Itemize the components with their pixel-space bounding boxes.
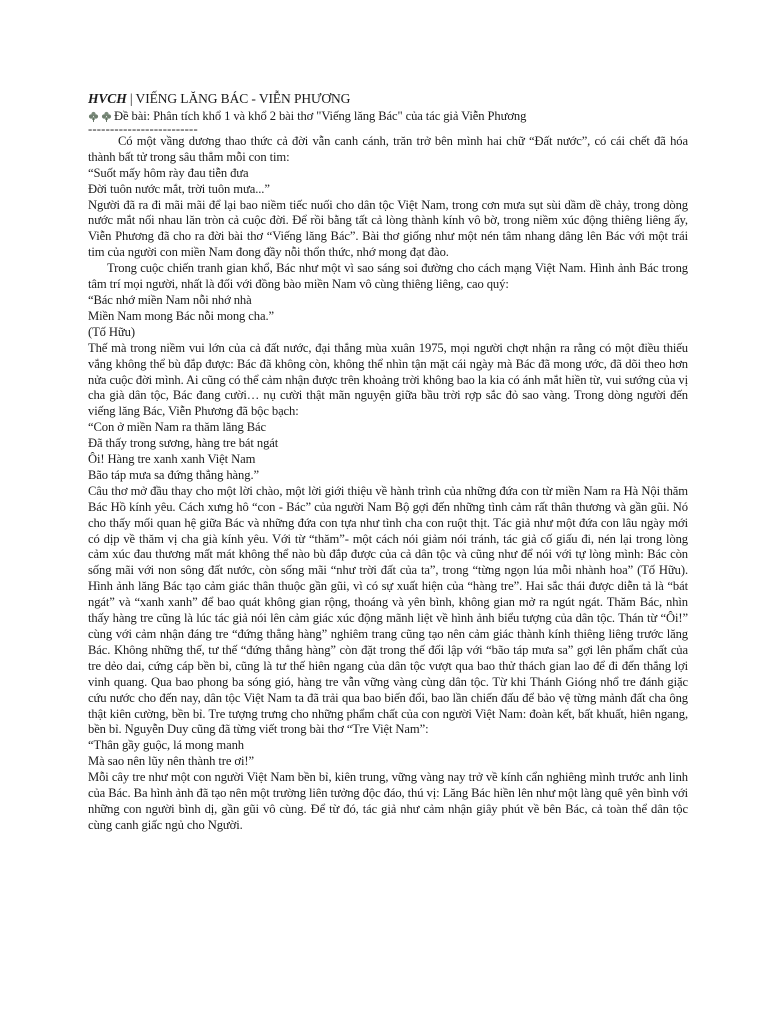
quote-line: “Con ở miền Nam ra thăm lăng Bác [88, 420, 266, 435]
prompt-text: Đề bài: Phân tích khổ 1 và khổ 2 bài thơ "Viếng lăng Bác" của tác giả Viễn Phương [114, 109, 527, 123]
clover-icon [101, 111, 112, 122]
separator-line: ------------------------- [88, 121, 198, 136]
document-page [88, 90, 688, 834]
quote-line: Mà sao nên lũy nên thành tre ơi!” [88, 754, 254, 769]
quote-block [88, 420, 688, 484]
quote-line: Đã thấy trong sương, hàng tre bát ngát [88, 436, 279, 451]
paragraph-intro: Có một vầng dương thao thức cả đời vẫn canh cánh, trăn trở bên mình hai chữ “Đất nước”, có cái chết đã hóa thành bất tử trong sâu thẳm mỗi con tim: [88, 133, 688, 164]
quote-attribution: (Tố Hữu) [88, 324, 135, 339]
quote-line: “Thân gầy guộc, lá mong manh [88, 738, 244, 753]
paragraph: Mỗi cây tre như một con người Việt Nam bền bỉ, kiên trung, vững vàng nay trở về kính cẩn nghiêng mình trước anh linh của Bác. Ba hình ảnh đã tạo nên một trường liên tưởng độc đáo, thú vị: Lăng Bác hiền lên như một làng quê yên bình với những con người bình dị, gần gũi vô cùng. Để từ đó, tác giả như cảm nhận giây phút về bên Bác, cả toàn thể dân tộc cùng canh giấc ngủ cho Người. [88, 770, 688, 832]
quote-line: Ôi! Hàng tre xanh xanh Việt Nam [88, 452, 256, 467]
site-name: HVCH [88, 91, 127, 106]
quote-block [88, 166, 688, 198]
paragraph: Thế mà trong niềm vui lớn của cả đất nước, đại thắng mùa xuân 1975, mọi người chợt nhận ra rằng có một điều thiếu vắng không thể bù đắp được: Bác đã không còn, không thể nhìn tận mặt cái ngày mà Bác đã mong ước, đã dõi theo hơn nửa cuộc đời mình. Ai cũng có thể cảm nhận được trên khoảng trời không bao la kia có ánh mắt hiền từ, vui sướng của vị cha già dân tộc, Bác đang cười… nụ cười thật mãn nguyện giữa bầu trời rợp sắc đỏ sao vàng. Trong dòng người đến viếng lăng Bác, Viễn Phương đã bộc bạch: [88, 340, 688, 419]
clover-icon [88, 111, 99, 122]
paragraph: Trong cuộc chiến tranh gian khổ, Bác như một vì sao sáng soi đường cho cách mạng Việt Nam. Hình ảnh Bác trong tâm trí mọi người, nhất là đối với đồng bào miền Nam vô cùng thiêng liêng, cao quý: [88, 261, 688, 292]
quote-line: Bão táp mưa sa đứng thẳng hàng.” [88, 467, 259, 482]
title-divider: | [126, 91, 136, 106]
poem-title: VIẾNG LĂNG BÁC - VIỄN PHƯƠNG [135, 91, 351, 106]
quote-block [88, 293, 688, 341]
page-title [88, 90, 688, 107]
quote-line: Đời tuôn nước mắt, trời tuôn mưa...” [88, 181, 270, 196]
quote-block [88, 738, 688, 770]
paragraph: Câu thơ mở đầu thay cho một lời chào, một lời giới thiệu về hành trình của những đứa con từ miền Nam ra Hà Nội thăm Bác Hồ kính yêu. Cách xưng hô “con - Bác” của người Nam Bộ gợi đến những tình cảm rất thân thương và gần gũi. Nó cho thấy mối quan hệ giữa Bác và những đứa con tựa như tình cha con ruột thịt. Tác giả như một đứa con lâu ngày mới có dịp về thăm vị cha già kính yêu. Với từ “thăm”- một cách nói giảm nói tránh, tác giả cố giấu đi, nén lại trong lòng cảm xúc đau thương mất mát không thể nào bù đắp được của cả dân tộc và cũng như để nói với tự lòng mình: Bác còn sống mãi với non sông đất nước, còn sống mãi “như trời đất của ta”, trong “từng ngọn lúa mỗi nhành hoa” (Tố Hữu). Hình ảnh lăng Bác tạo cảm giác thân thuộc gần gũi, vì có sự xuất hiện của “hàng tre”. Hai sắc thái được diễn tả là “bát ngát” và “xanh xanh” để bao quát không gian rộng, thoáng và yên bình, không gian mở ra ngút ngát. Thăm Bác, nhìn thấy hàng tre cũng là lúc tác giả nói lên cảm giác xúc động mãnh liệt về hình ảnh biểu tượng của dân tộc. Thán từ “Ôi!” cùng với cảm nhận đáng tre “đứng thẳng hàng” nghiêm trang cũng tạo nên cảm giác thành kính thiêng liêng trước lăng Bác. Không những thế, tư thế “đứng thẳng hàng” còn đặt trong thế đối lập với “bão táp mưa sa” gợi lên phẩm chất của tre dẻo dai, cứng cáp bền bỉ, cũng là tư thế hiên ngang của dân tộc vượt qua bao thử thách gian lao để đi đến thắng lợi vinh quang. Qua bao phong ba sóng gió, hàng tre vẫn vững vàng cùng dân tộc. Từ khi Thánh Gióng nhổ tre đánh giặc cứu nước cho đến nay, dân tộc Việt Nam ta đã trải qua bao biến đổi, bao lần chiến đấu để bảo vệ từng mảnh đất cha ông thật kiên cường, bền bỉ. Tre tượng trưng cho những phẩm chất của con người Việt Nam: đoàn kết, bất khuất, hiên ngang, bền bỉ. Nguyễn Duy cũng đã từng viết trong bài thơ “Tre Việt Nam”: [88, 483, 688, 737]
quote-line: “Suốt mấy hôm rày đau tiễn đưa [88, 165, 249, 180]
quote-line: “Bác nhớ miền Nam nỗi nhớ nhà [88, 292, 252, 307]
paragraph: Người đã ra đi mãi mãi để lại bao niềm tiếc nuối cho dân tộc Việt Nam, trong cơn mưa sụt sùi dầm dề chảy, trong dòng nước mắt nối nhau lăn tròn cả cuộc đời. Để rồi bằng tất cả lòng thành kính vô bờ, trong niềm xúc động thiêng liêng ấy, Viễn Phương đã cho ra đời bài thơ “Viếng lăng Bác”. Bài thơ giống như một nén tâm nhang dâng lên Bác với một trái tim của người con miền Nam đong đầy nỗi thổn thức, nhớ mong đạt đào. [88, 197, 688, 260]
quote-line: Miền Nam mong Bác nỗi mong cha.” [88, 308, 275, 323]
